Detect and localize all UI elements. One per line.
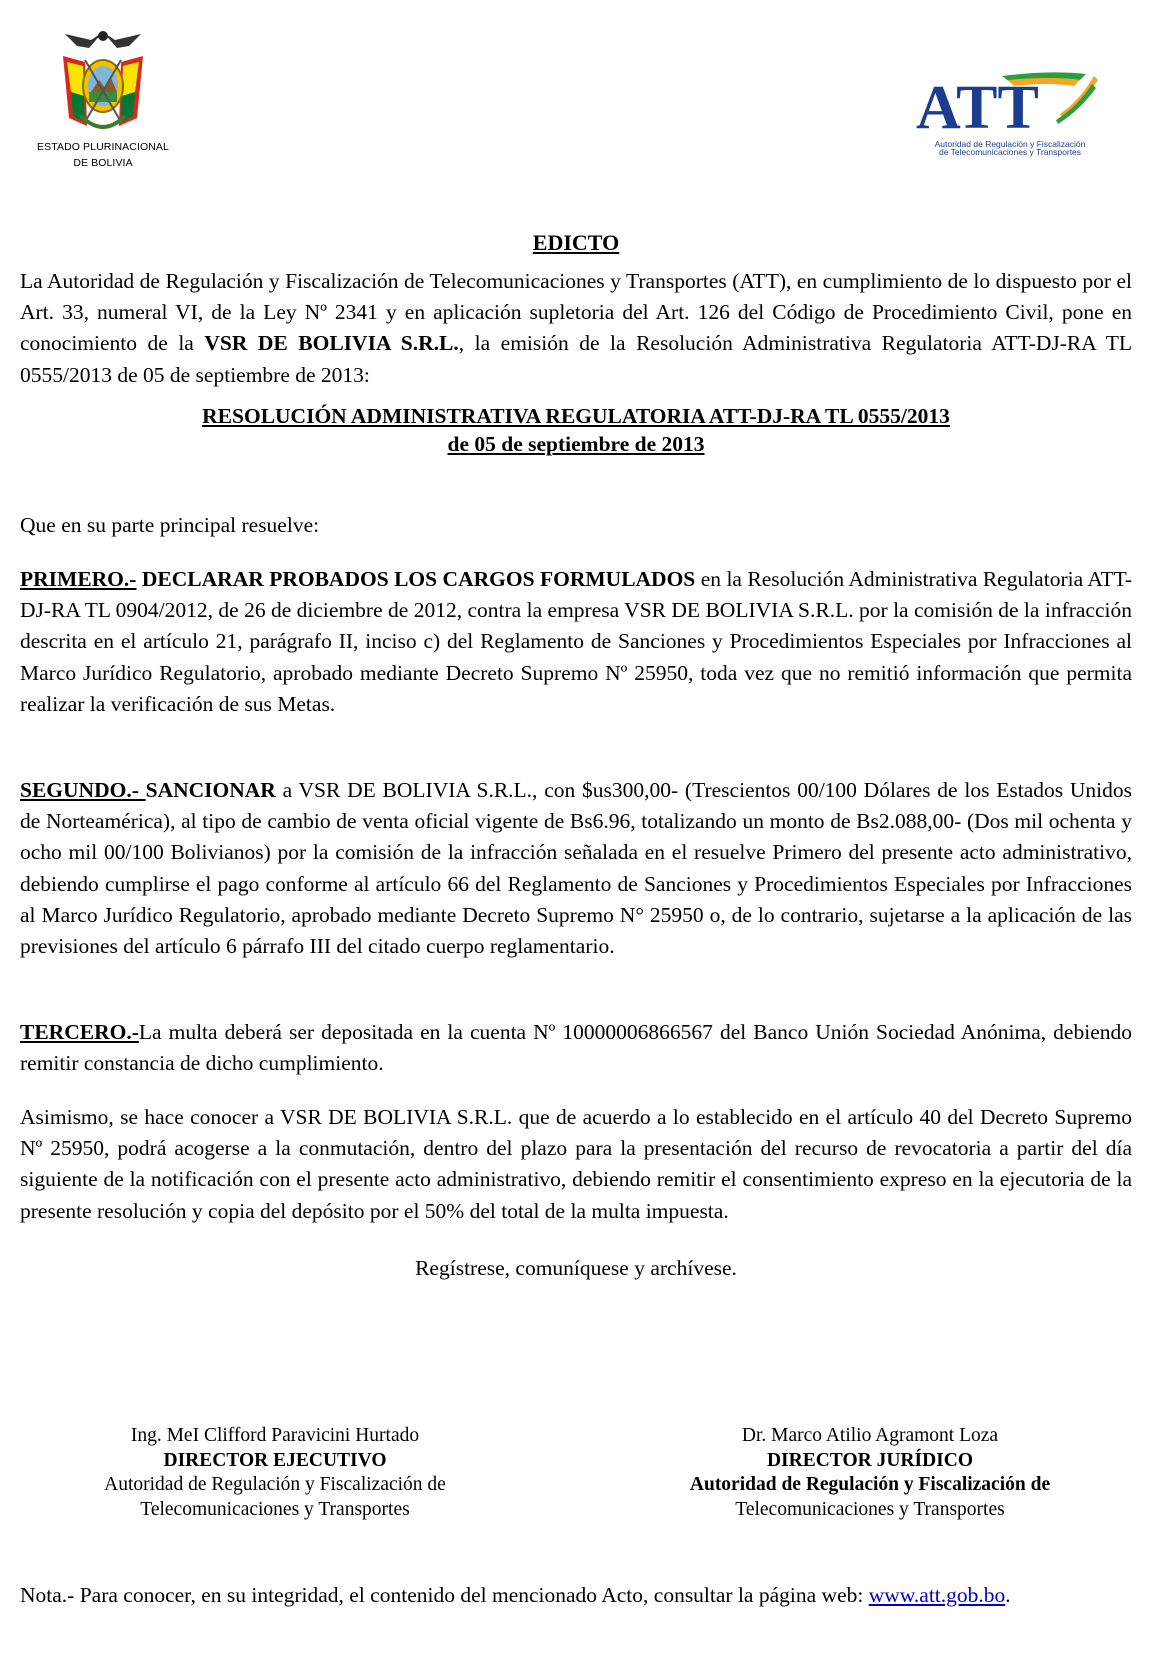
signature-left-org2: Telecomunicaciones y Transportes	[140, 1498, 410, 1520]
coat-of-arms-emblem-icon	[55, 26, 151, 138]
primero-text: en la Resolución Administrativa Regulatoria ATT-DJ-RA TL 0904/2012, de 26 de diciembre de 2012, contra la empresa VSR DE BOLIVIA S.R.L. por la comisión de la infracción descrita en el artículo 21, parágrafo II, inciso c) del Reglamento de Sanciones y Procedimientos Especiales por Infracciones al Marco Jurídico Regulatorio, aprobado mediante Decreto Supremo Nº 25950, toda vez que no remitió información que permita realizar la verificación de sus Metas.	[20, 567, 1132, 716]
resolution-heading-line1: RESOLUCIÓN ADMINISTRATIVA REGULATORIA ATT-DJ-RA TL 0555/2013	[202, 404, 950, 428]
resolution-heading-line2: de 05 de septiembre de 2013	[447, 432, 705, 456]
segundo-label: SEGUNDO.-	[20, 778, 146, 802]
primero-paragraph	[20, 564, 1132, 720]
tercero-paragraph	[20, 1017, 1132, 1079]
tercero-label: TERCERO.-	[20, 1020, 139, 1044]
tercero-text: La multa deberá ser depositada en la cuenta Nº 10000006866567 del Banco Unión Sociedad Anónima, debiendo remitir constancia de dicho cumplimiento.	[20, 1020, 1132, 1076]
intro-text-before: La Autoridad de Regulación y Fiscalización de Telecomunicaciones y Transportes (ATT), en cumplimiento de lo dispuesto por el Art. 33, numeral VI, de la Ley Nº 2341 y en aplicación supletoria del Art. 126 del Código de Procedimiento Civil, pone en conocimiento de la	[20, 269, 1132, 356]
note-end: .	[1005, 1583, 1011, 1607]
resolve-intro: Que en su parte principal resuelve:	[20, 513, 320, 537]
intro-company-name: VSR DE BOLIVIA S.R.L.	[204, 331, 459, 356]
note-text: Nota.- Para conocer, en su integridad, el contenido del mencionado Acto, consultar la página web:	[20, 1583, 869, 1607]
att-logo-text: ATT	[916, 74, 1039, 136]
signature-right	[660, 1424, 1080, 1522]
segundo-bold: SANCIONAR	[145, 778, 276, 802]
signature-right-org1: Autoridad de Regulación y Fiscalización de	[689, 1474, 1051, 1495]
signature-left	[80, 1424, 470, 1522]
primero-bold: DECLARAR PROBADOS LOS CARGOS FORMULADOS	[141, 567, 696, 591]
att-caption-line1: Autoridad de Regulación y Fiscalización	[934, 139, 1086, 149]
signature-right-name: Dr. Marco Atilio Agramont Loza	[741, 1425, 999, 1446]
att-caption-line2: de Telecomunicaciones y Transportes	[938, 147, 1082, 157]
primero-label: PRIMERO.-	[20, 567, 137, 591]
coat-caption-line1: ESTADO PLURINACIONAL	[37, 141, 169, 153]
signature-right-org2: Telecomunicaciones y Transportes	[735, 1498, 1005, 1520]
signature-left-name: Ing. MeI Clifford Paravicini Hurtado	[130, 1425, 420, 1446]
intro-paragraph	[20, 266, 1132, 391]
bolivia-coat-of-arms	[28, 26, 178, 170]
resolution-heading	[20, 402, 1132, 458]
signature-left-org1: Autoridad de Regulación y Fiscalización de	[104, 1474, 446, 1495]
asimismo-paragraph: Asimismo, se hace conocer a VSR DE BOLIVIA S.R.L. que de acuerdo a lo establecido en el artículo 40 del Decreto Supremo Nº 25950, podrá acogerse a la conmutación, dentro del plazo para la presentación del recurso de revocatoria a partir del día siguiente de la notificación con el presente acto administrativo, debiendo remitir el consentimiento expreso en la ejecutoria de la presente resolución y copia del depósito por el 50% del total de la multa impuesta.	[20, 1105, 1132, 1223]
signature-right-role: DIRECTOR JURÍDICO	[766, 1449, 974, 1471]
note-paragraph	[20, 1580, 1132, 1611]
closing-line: Regístrese, comuníquese y archívese.	[415, 1256, 737, 1280]
edict-page	[20, 0, 1132, 1664]
att-website-link[interactable]: www.att.gob.bo	[868, 1583, 1006, 1607]
segundo-paragraph	[20, 775, 1132, 962]
signature-left-role: DIRECTOR EJECUTIVO	[163, 1449, 387, 1471]
intro-text-after: , la emisión de la Resolución Administrativa Regulatoria ATT-DJ-RA TL 0555/2013 de 05 de septiembre de 2013:	[20, 331, 1132, 387]
att-logo-icon	[910, 70, 1110, 136]
document-title: EDICTO	[532, 230, 620, 255]
att-logo	[910, 70, 1110, 157]
coat-caption-line2: DE BOLIVIA	[73, 157, 133, 169]
header	[20, 0, 1132, 205]
segundo-text: a VSR DE BOLIVIA S.R.L., con $us300,00- (Trescientos 00/100 Dólares de los Estados Unidos de Norteamérica), al tipo de cambio de venta oficial vigente de Bs6.96, totalizando un monto de Bs2.088,00- (Dos mil ochenta y ocho mil 00/100 Bolivianos) por la comisión de la infracción señalada en el resuelve Primero del presente acto administrativo, debiendo cumplirse el pago conforme al artículo 66 del Reglamento de Sanciones y Procedimientos Especiales por Infracciones al Marco Jurídico Regulatorio, aprobado mediante Decreto Supremo N° 25950 o, de lo contrario, sujetarse a la aplicación de las previsiones del artículo 6 párrafo III del citado cuerpo reglamentario.	[20, 778, 1132, 959]
